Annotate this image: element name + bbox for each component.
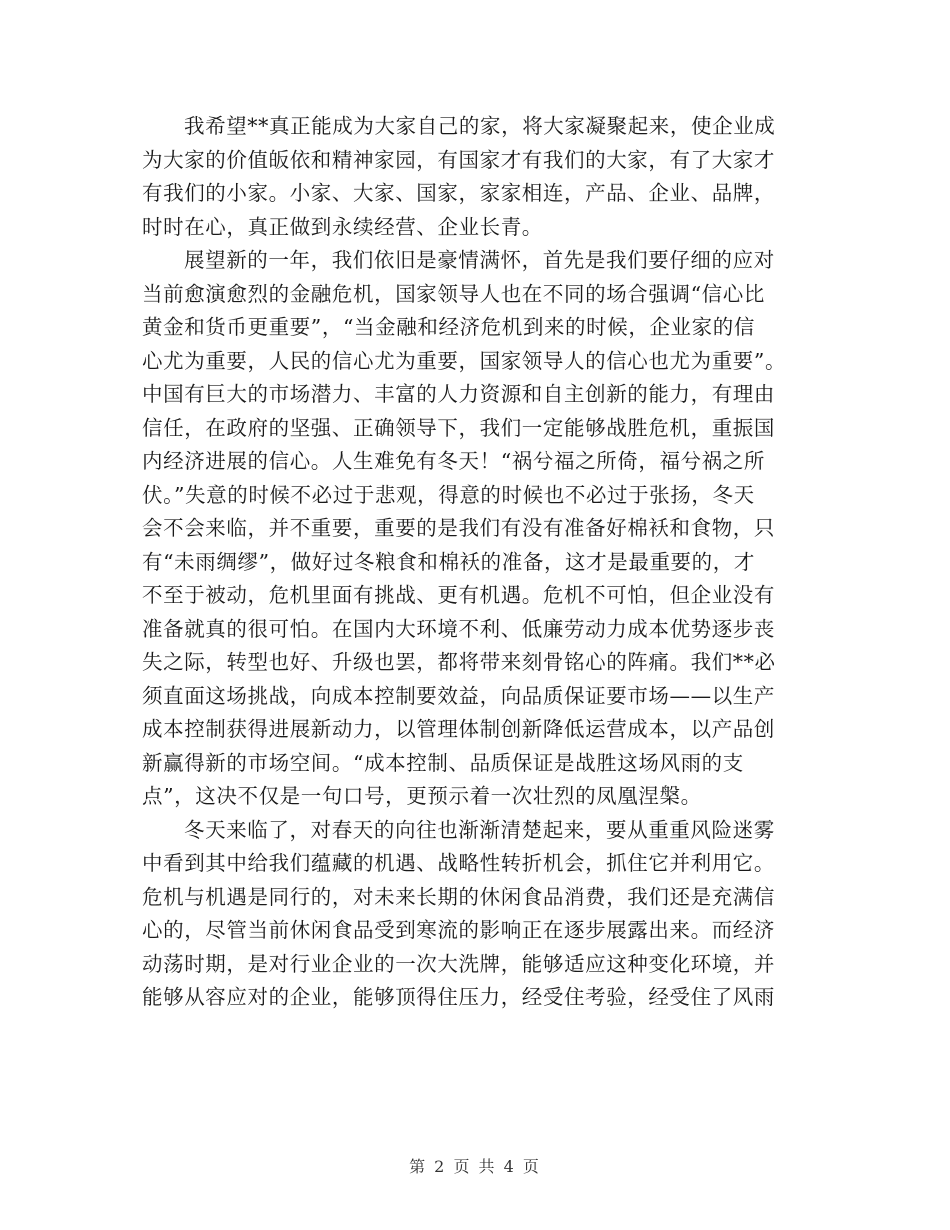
text-line: 我希望**真正能成为大家自己的家，将大家凝聚起来，使企业成 xyxy=(184,114,776,138)
text-line: 冬天来临了，对春天的向往也渐渐清楚起来，要从重重风险迷雾 xyxy=(184,817,775,842)
text-line: 新赢得新的市场空间。“成本控制、品质保证是战胜这场风雨的支 xyxy=(142,750,744,775)
text-line: 伏。”失意的时候不必过于悲观，得意的时候也不必过于张扬，冬天 xyxy=(142,482,755,507)
text-line: 动荡时期，是对行业企业的一次大洗牌，能够适应这种变化环境，并 xyxy=(142,951,775,976)
text-line: 失之际，转型也好、升级也罢，都将带来刻骨铭心的阵痛。我们**必 xyxy=(142,650,776,674)
text-line: 为大家的价值皈依和精神家园，有国家才有我们的大家，有了大家才 xyxy=(142,147,775,172)
text-line: 有“未雨绸缪”，做好过冬粮食和棉袄的准备，这才是最重要的，才 xyxy=(142,549,755,574)
document-body xyxy=(142,110,812,1015)
text-line: 心的，尽管当前休闲食品受到寒流的影响正在逐步展露出来。而经济 xyxy=(142,918,775,942)
text-line: 心尤为重要，人民的信心尤为重要，国家领导人的信心也尤为重要”。 xyxy=(142,348,787,373)
text-line: 危机与机遇是同行的，对未来长期的休闲食品消费，我们还是充满信 xyxy=(142,884,775,909)
text-line: 黄金和货币更重要”，“当金融和经济危机到来的时候，企业家的信 xyxy=(142,315,755,339)
text-line: 须直面这场挑战，向成本控制要效益，向品质保证要市场——以生产 xyxy=(142,683,775,708)
text-line: 有我们的小家。小家、大家、国家，家家相连，产品、企业、品牌， xyxy=(142,181,775,205)
text-line: 时时在心，真正做到永续经营、企业长青。 xyxy=(142,214,543,239)
text-line: 信任，在政府的坚强、正确领导下，我们一定能够战胜危机，重振国 xyxy=(142,415,775,440)
paragraph-2 xyxy=(142,244,812,814)
text-line: 点”，这决不仅是一句口号，更预示着一次壮烈的凤凰涅槃。 xyxy=(142,784,702,808)
paragraph-3 xyxy=(142,814,812,1015)
text-line: 不至于被动，危机里面有挑战、更有机遇。危机不可怕，但企业没有 xyxy=(142,583,775,607)
text-line: 当前愈演愈烈的金融危机，国家领导人也在不同的场合强调“信心比 xyxy=(142,281,765,306)
page-number-footer: 第 2 页 共 4 页 xyxy=(409,1157,541,1176)
text-line: 准备就真的很可怕。在国内大环境不利、低廉劳动力成本优势逐步丧 xyxy=(142,616,775,641)
text-line: 内经济进展的信心。人生难免有冬天！“祸兮福之所倚，福兮祸之所 xyxy=(142,449,765,473)
text-line: 能够从容应对的企业，能够顶得住压力，经受住考验，经受住了风雨 xyxy=(142,985,775,1009)
paragraph-1 xyxy=(142,110,812,244)
text-line: 成本控制获得进展新动力，以管理体制创新降低运营成本，以产品创 xyxy=(142,717,775,741)
text-line: 会不会来临，并不重要，重要的是我们有没有准备好棉袄和食物，只 xyxy=(142,516,775,540)
text-line: 中看到其中给我们蕴藏的机遇、战略性转折机会，抓住它并利用它。 xyxy=(142,851,775,875)
text-line: 中国有巨大的市场潜力、丰富的人力资源和自主创新的能力，有理由 xyxy=(142,382,775,406)
text-line: 展望新的一年，我们依旧是豪情满怀，首先是我们要仔细的应对 xyxy=(184,248,775,272)
